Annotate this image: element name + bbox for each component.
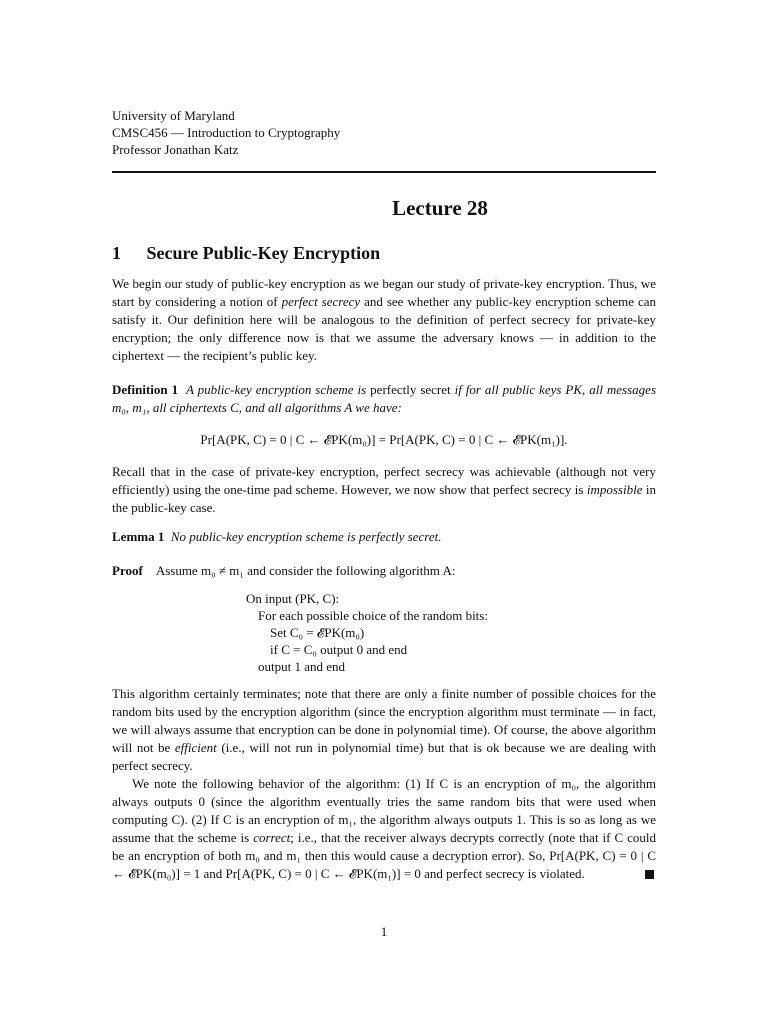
recall-text-c: in the public-key case. xyxy=(112,482,656,515)
qed-symbol xyxy=(645,870,654,879)
lecture-title-text: Lecture 28 xyxy=(392,196,488,220)
para1-emphasis: efficient xyxy=(174,740,217,755)
proof-block xyxy=(112,562,656,580)
intro-paragraph xyxy=(112,275,656,365)
definition-block xyxy=(112,381,656,417)
header-course: CMSC456 — Introduction to Cryptography xyxy=(112,125,341,140)
para2-text-c: ; i.e., that the receiver always decrypts correctly (note that if C could be an encryption of both m₀ and m₁ then this would cause a decryption error). So, Pr[A(PK, C) = 0 | C ← 𝓔PK(m₀)] = 1 and Pr[A(PK, C) = 0 | C ← 𝓔PK(m₁)] = 0 and perfect secrecy is violated. xyxy=(112,830,656,881)
lemma-block xyxy=(112,528,656,546)
para1-text-a: This algorithm certainly terminates; note that there are only a finite number of possible choices for the random bits used by the encryption algorithm (since the encryption algorithm must terminate — in fact, we will always assume that encryption can be done in polynomial time). Of course, the above algorithm will not be xyxy=(112,686,656,755)
termination-paragraph xyxy=(112,685,656,775)
lemma-label: Lemma 1 xyxy=(112,529,165,544)
recall-text-a: Recall that in the case of private-key encryption, perfect secrecy was achievable (although not very efficiently) using the one-time pad scheme. However, we now show that perfect secrecy is xyxy=(112,464,656,497)
intro-emphasis: perfect secrecy xyxy=(281,294,361,309)
header-rule xyxy=(112,171,656,173)
algorithm-line-3: Set C₀ = 𝓔PK(m₀) xyxy=(270,625,365,640)
behavior-paragraph xyxy=(112,775,656,883)
definition-label: Definition 1 xyxy=(112,382,179,397)
algorithm-line-4: if C = C₀ output 0 and end xyxy=(270,642,408,657)
section-heading xyxy=(112,243,380,264)
recall-paragraph xyxy=(112,463,656,517)
algorithm-line-5: output 1 and end xyxy=(258,659,346,674)
recall-emphasis: impossible xyxy=(586,482,643,497)
proof-text: Assume m₀ ≠ m₁ and consider the following algorithm A: xyxy=(155,563,456,578)
algorithm-block xyxy=(246,590,488,675)
proof-label: Proof xyxy=(112,563,143,578)
page-number-text: 1 xyxy=(380,924,388,939)
course-header xyxy=(112,107,340,158)
header-professor: Professor Jonathan Katz xyxy=(112,142,239,157)
definition-text-c: if for all public keys PK, all messages m₀, m₁, all ciphertexts C, and all algorithms A we have: xyxy=(112,382,656,415)
para1-text-c: (i.e., will not run in polynomial time) but that is ok because we are dealing with perfect secrecy. xyxy=(112,740,656,773)
definition-equation: Pr[A(PK, C) = 0 | C ← 𝓔PK(m₀)] = Pr[A(PK, C) = 0 | C ← 𝓔PK(m₁)]. xyxy=(200,432,568,447)
lecture-title xyxy=(0,196,768,221)
page-number xyxy=(0,924,768,940)
intro-text-a: We begin our study of public-key encryption as we began our study of private-key encryption. Thus, we start by considering a notion of xyxy=(112,276,656,309)
para2-emphasis: correct xyxy=(253,830,291,845)
algorithm-line-1: On input (PK, C): xyxy=(246,591,340,606)
definition-term: perfectly secret xyxy=(370,382,451,397)
intro-text-c: and see whether any public-key encryption scheme can satisfy it. Our definition here will be analogous to the definition of perfect secrecy for private-key encryption; the only difference now is that we assume the adversary knows — in addition to the ciphertext — the recipient’s public key. xyxy=(112,294,656,363)
algorithm-line-2: For each possible choice of the random bits: xyxy=(258,608,488,623)
definition-text-a: A public-key encryption scheme is xyxy=(186,382,367,397)
para2-text-a: We note the following behavior of the algorithm: (1) If C is an encryption of m₀, the algorithm always outputs 0 (since the algorithm eventually tries the same random bits that were used when computing C). (2) If C is an encryption of m₁, the algorithm always outputs 1. This is so as long as we assume that the scheme is xyxy=(112,776,656,845)
section-number: 1 xyxy=(112,243,121,263)
section-title: Secure Public-Key Encryption xyxy=(146,243,381,263)
header-university: University of Maryland xyxy=(112,108,235,123)
lemma-text: No public-key encryption scheme is perfectly secret. xyxy=(170,529,442,544)
